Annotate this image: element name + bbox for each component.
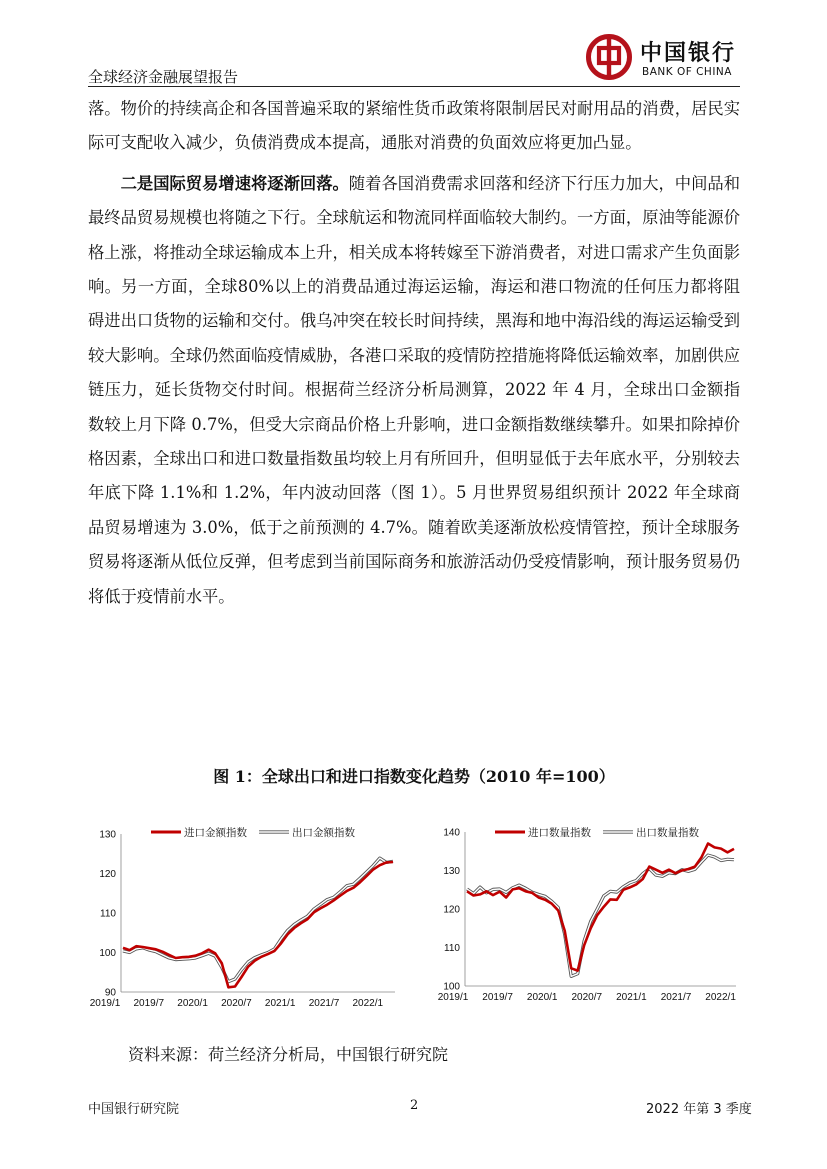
y-tick-label: 130: [99, 829, 116, 841]
series-line-import: [467, 844, 734, 971]
series-line-export: [123, 858, 393, 982]
footer-institution: 中国银行研究院: [88, 1102, 180, 1117]
bank-logo: [586, 34, 746, 82]
series-line-import: [123, 862, 393, 987]
legend-label-import: 进口金额指数: [184, 827, 247, 839]
y-tick-label: 90: [104, 987, 116, 999]
body-text: [88, 92, 740, 614]
paragraph-1: 落。物价的持续高企和各国普遍采取的紧缩性货币政策将限制居民对耐用品的消费，居民实际可支配收入减少，负债消费成本提高，通胀对消费的负面效应将更加凸显。: [88, 99, 740, 153]
x-tick-label: 2021/1: [616, 992, 647, 1003]
chart-svg: [88, 818, 403, 1018]
series-line-outline: [467, 855, 734, 976]
source-note: 资料来源：荷兰经济分析局，中国银行研究院: [128, 1045, 449, 1064]
x-tick-label: 2020/7: [221, 998, 252, 1009]
x-tick-label: 2022/1: [352, 998, 384, 1009]
chart-svg: [438, 818, 748, 1018]
y-tick-label: 120: [99, 869, 116, 880]
x-tick-label: 2021/7: [308, 998, 340, 1009]
y-tick-label: 130: [443, 866, 460, 877]
export-import-value-chart: [88, 818, 403, 1018]
bank-of-china-logo-icon: [586, 34, 632, 80]
x-tick-label: 2019/1: [89, 998, 121, 1009]
x-tick-label: 2019/7: [133, 998, 165, 1009]
paragraph-2: [88, 167, 740, 614]
x-tick-label: 2022/1: [705, 992, 736, 1003]
y-tick-label: 100: [443, 981, 460, 993]
y-tick-label: 110: [100, 908, 116, 920]
x-tick-label: 2021/7: [660, 992, 692, 1003]
y-tick-label: 100: [99, 948, 116, 959]
legend-label-export: 出口金额指数: [292, 827, 355, 839]
paragraph-2-heading: 二是国际贸易增速将逐渐回落。: [120, 173, 349, 193]
x-tick-label: 2020/7: [571, 992, 603, 1003]
y-tick-label: 120: [443, 904, 460, 916]
x-tick-label: 2020/1: [526, 992, 558, 1003]
x-tick-label: 2020/1: [177, 998, 208, 1009]
legend-label-import: 进口数量指数: [528, 827, 591, 839]
x-tick-label: 2021/1: [264, 998, 296, 1009]
x-tick-label: 2019/1: [438, 992, 469, 1003]
legend-label-export: 出口数量指数: [636, 827, 699, 839]
export-import-volume-chart: [438, 818, 748, 1018]
footer-quarter: 2022 年第 3 季度: [646, 1102, 752, 1117]
series-line-outline: [123, 858, 393, 982]
report-title: 全球经济金融展望报告: [88, 68, 239, 86]
header-rule: [88, 86, 740, 87]
x-tick-label: 2019/7: [482, 992, 513, 1003]
y-tick-label: 110: [444, 943, 460, 954]
paragraph-2-text: 随着各国消费需求回落和经济下行压力加大，中间品和最终品贸易规模也将随之下行。全球航运和物流同样面临较大制约。一方面，原油等能源价格上涨，将推动全球运输成本上升，相关成本将转嫁至下游消费者，对进口需求产生负面影响。另一方面，全球80%以上的消费品通过海运运输，海运和港口物流的任何压力都将阻碍进出口货物的运输和交付。俄乌冲突在较长时间持续，黑海和地中海沿线的海运运输受到较大影响。全球仍然面临疫情威胁，各港口采取的疫情防控措施将降低运输效率，加剧供应链压力，延长货物交付时间。根据荷兰经济分析局测算，2022 年 4 月，全球出口金额指数较上月下降 0.7%，但受大宗商品价格上升影响，进口金额指数继续攀升。如果扣除掉价格因素，全球出口和进口数量指数虽均较上月有所回升，但明显低于去年底水平，分别较去年底下降 1.1%和 1.2%，年内波动回落（图 1）。5 月世界贸易组织预计 2022 年全球商品贸易增速为 3.0%，低于之前预测的 4.7%。随着欧美逐渐放松疫情管控，预计全球服务贸易将逐渐从低位反弹，但考虑到当前国际商务和旅游活动仍受疫情影响，预计服务贸易仍将低于疫情前水平。: [88, 173, 740, 606]
figure-title: 图 1：全球出口和进口指数变化趋势（2010 年=100）: [213, 767, 615, 786]
page-number: 2: [410, 1098, 419, 1113]
logo-english-name: BANK OF CHINA: [642, 66, 732, 78]
series-line-export: [467, 855, 734, 976]
logo-chinese-name: 中国银行: [640, 40, 737, 66]
y-tick-label: 140: [443, 827, 460, 839]
